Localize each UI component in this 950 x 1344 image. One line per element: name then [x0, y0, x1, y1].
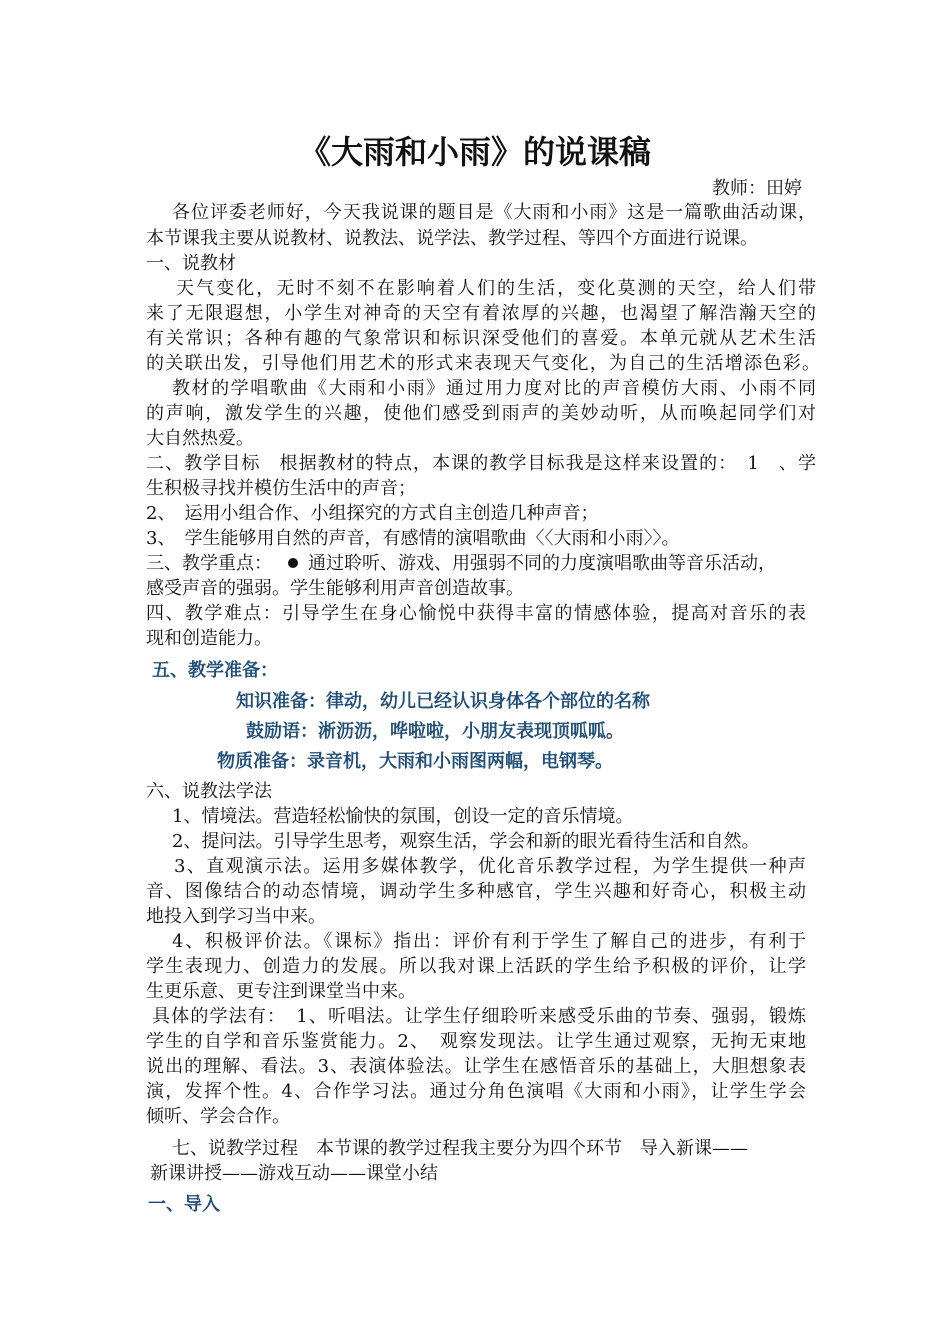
section-3-text: 通过聆听、游戏、用强弱不同的力度演唱歌曲等音乐活动，	[308, 553, 776, 574]
s1-p1-line-2: 来了无限遐想，小学生对神奇的天空有着浓厚的兴趣，也渴望了解浩瀚天空的	[146, 303, 816, 324]
section-4-line-2: 现和创造能力。	[146, 628, 272, 649]
s1-p1-line-3: 有关常识；各种有趣的气象常识和标识深受他们的喜爱。本单元就从艺术生活	[146, 328, 816, 349]
s1-p1-line-1: 天气变化，无时不刻不在影响着人们的生活，变化莫测的天空，给人们带	[176, 278, 816, 299]
section-2-line-1: 二、教学目标 根据教材的特点，本课的教学目标我是这样来设置的： 1 、学	[146, 453, 816, 474]
section-7-line-2: 新课讲授——游戏互动——课堂小结	[150, 1163, 438, 1184]
study-line-2: 学生的自学和音乐鉴赏能力。2、 观察发现法。让学生通过观察，无拘无束地	[146, 1031, 806, 1052]
method-3-line-3: 地投入到学习当中来。	[146, 906, 326, 927]
section-3-label: 三、教学重点：	[146, 553, 272, 574]
section-1-heading: 一、说教材	[146, 253, 236, 274]
section-3-line-2: 感受声音的强弱。学生能够利用声音创造故事。	[146, 578, 524, 599]
s1-p2-line-3: 大自然热爱。	[146, 428, 254, 449]
prep-encouragement: 鼓励语：淅沥沥，哗啦啦，小朋友表现顶呱呱。	[246, 721, 624, 742]
section-5-heading: 五、教学准备：	[152, 660, 278, 681]
method-2: 2、提问法。引导学生思考，观察生活，学会和新的眼光看待生活和自然。	[172, 831, 760, 852]
method-3-line-2: 音、图像结合的动态情境，调动学生多种感官，学生兴趣和好奇心，积极主动	[146, 881, 806, 902]
study-line-5: 倾听、学会合作。	[146, 1106, 290, 1127]
section-4-line-1: 四、教学难点：引导学生在身心愉悦中获得丰富的情感体验，提高对音乐的表	[146, 603, 806, 624]
s1-p2-line-2: 的声响，激发学生的兴趣，使他们感受到雨声的美妙动听，从而唤起同学们对	[146, 403, 816, 424]
prep-materials: 物质准备：录音机，大雨和小雨图两幅，电钢琴。	[217, 751, 613, 772]
study-line-3: 说出的理解、看法。3、表演体验法。让学生在感悟音乐的基础上，大胆想象表	[146, 1056, 806, 1077]
teacher-name: 教师：田婷	[712, 178, 802, 199]
section-2-line-3: 2、 运用小组合作、小组探究的方式自主创造几种声音；	[146, 503, 599, 524]
section-6-heading: 六、说教法学法	[146, 781, 272, 802]
intro-line-1: 各位评委老师好，今天我说课的题目是《大雨和小雨》这是一篇歌曲活动课，	[172, 202, 816, 223]
prep-knowledge: 知识准备：律动，幼儿已经认识身体各个部位的名称	[236, 691, 650, 712]
s1-p1-line-4: 的关联出发，引导他们用艺术的形式来表现天气变化，为自己的生活增添色彩。	[146, 353, 820, 374]
section-7-subheading: 一、导入	[148, 1194, 220, 1215]
bullet-icon	[288, 558, 298, 568]
section-3-line-1	[146, 551, 776, 576]
method-4-line-2: 学生表现力、创造力的发展。所以我对课上活跃的学生给予积极的评价，让学	[146, 956, 806, 977]
method-4-line-3: 生更乐意、更专注到课堂当中来。	[146, 981, 416, 1002]
document-title: 《大雨和小雨》的说课稿	[298, 133, 651, 171]
method-3-line-1: 3、直观演示法。运用多媒体教学，优化音乐教学过程，为学生提供一种声	[174, 856, 806, 877]
s1-p2-line-1: 教材的学唱歌曲《大雨和小雨》通过用力度对比的声音模仿大雨、小雨不同	[172, 378, 816, 399]
study-line-4: 演，发挥个性。4、合作学习法。通过分角色演唱《大雨和小雨》，让学生学会	[146, 1081, 806, 1102]
method-4-line-1: 4、积极评价法。《课标》指出：评价有利于学生了解自己的进步，有利于	[172, 931, 806, 952]
section-7-line-1: 七、说教学过程 本节课的教学过程我主要分为四个环节 导入新课——	[172, 1138, 748, 1159]
study-line-1: 具体的学法有： 1、听唱法。让学生仔细聆听来感受乐曲的节奏、强弱，锻炼	[152, 1006, 806, 1027]
section-2-line-4: 3、 学生能够用自然的声音，有感情的演唱歌曲〈〈大雨和小雨〉〉。	[146, 528, 680, 549]
method-1: 1、情境法。营造轻松愉快的氛围，创设一定的音乐情境。	[172, 806, 634, 827]
section-2-line-2: 生积极寻找并模仿生活中的声音；	[146, 478, 416, 499]
intro-line-2: 本节课我主要从说教材、说教法、说学法、教学过程、等四个方面进行说课。	[146, 228, 758, 249]
